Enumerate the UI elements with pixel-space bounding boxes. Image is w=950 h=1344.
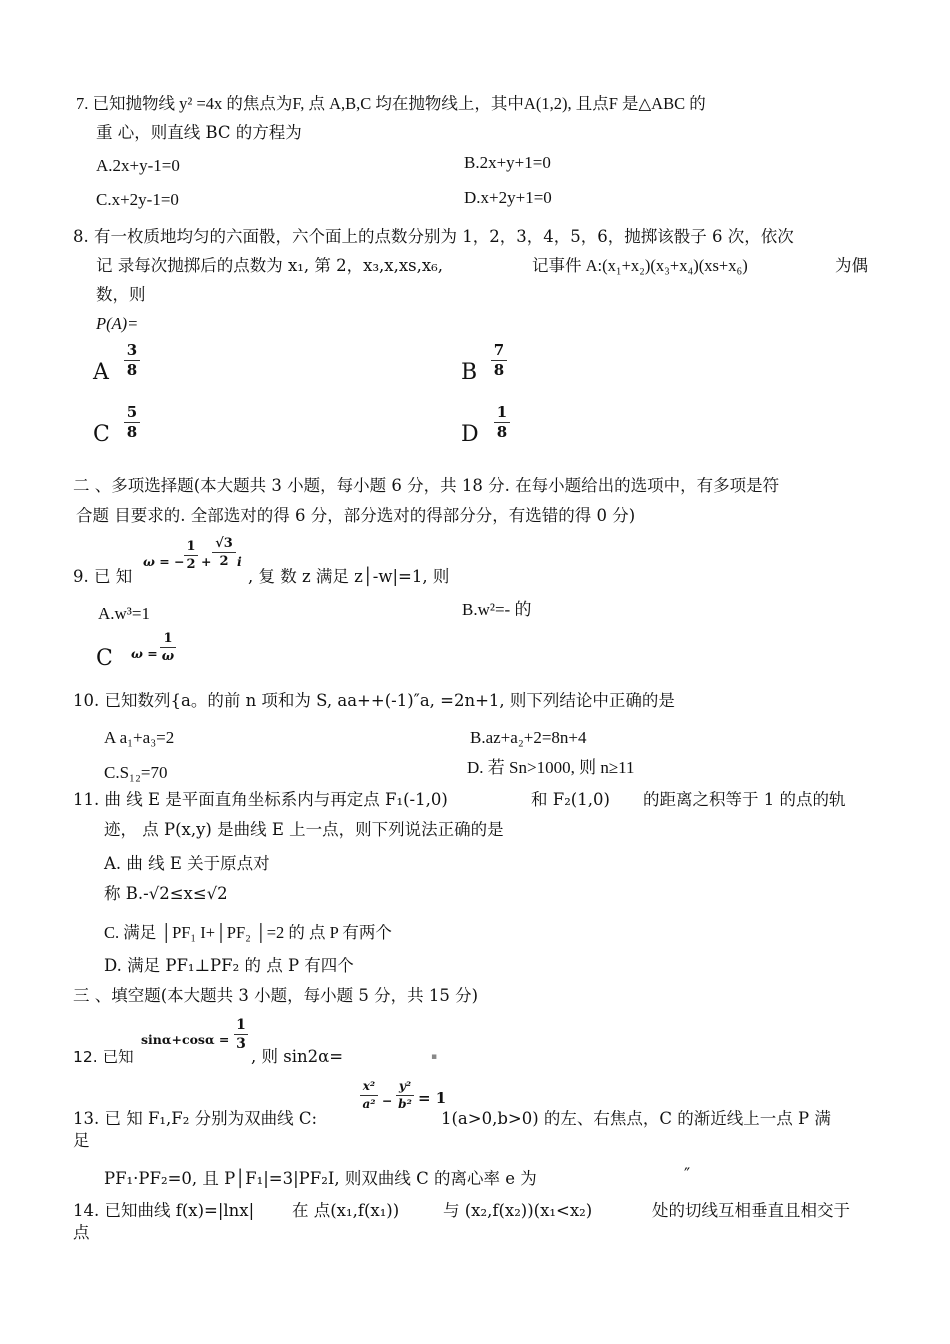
q8-stem-line2b: 记事件 A:(x₁+x₂)(x₃+x₄)(xs+x₆) [532,256,748,275]
q12-answer-blank-mark: ▪ [431,1052,438,1062]
q13-fraction-x [360,1080,378,1111]
q10-option-a: A a₁+a₃=2 [104,728,175,747]
q10-stem: 10. 已知数列{a。的前 n 项和为 S, aa++(-1)″a, =2n+1, 则下列结论中正确的是 [73,691,675,710]
q9-option-c-numerator: 1 [163,631,173,646]
q9-option-c-letter: C [96,646,113,671]
q8-stem-line2a: 记 录每次抛掷后的点数为 x₁, 第 2，x₃,x,xs,x₆, [96,256,444,275]
q10-option-b: B.az+a₂+2=8n+4 [470,728,587,747]
q9-stem-prefix: 9. 已 知 [73,567,133,586]
q11-option-b: 称 B.-√2≤x≤√2 [104,884,228,903]
q8-probability-label: P(A)= [96,314,139,333]
q8-option-c-letter: C [93,422,110,447]
q13-fraction-x-numerator: x² [362,1079,376,1093]
q9-fraction-half [184,540,198,571]
q8-option-c-denominator: 8 [126,423,138,441]
section3-heading: 三 、填空题(本大题共 3 小题，每小题 5 分，共 15 分) [73,986,479,1005]
q8-option-c-fraction [124,405,140,440]
q9-fraction-root3-numerator: √3 [215,536,233,551]
q13-fraction-y [396,1080,414,1111]
section2-heading-line2: 合题 目要求的. 全部选对的得 6 分，部分选对的得部分分，有选错的得 0 分) [76,506,636,525]
q14-stem-line1d: 处的切线互相垂直且相交于 [652,1201,850,1220]
q8-option-d-denominator: 8 [496,423,508,441]
q8-option-a-denominator: 8 [126,361,138,379]
q13-stem-suffix: 1(a>0,b>0) 的左、右焦点，C 的渐近线上一点 P 满 [441,1109,831,1128]
q7-stem-line1: 7. 已知抛物线 y² =4x 的焦点为F, 点 A,B,C 均在抛物线上，其中A(1,2), 且点F 是△ABC 的 [76,94,706,113]
q9-option-b: B.w²=- 的 [462,600,532,619]
q12-fraction-numerator: 1 [236,1017,246,1033]
q13-fraction-y-numerator: y² [398,1079,412,1093]
q9-plus-sign: + [201,554,212,569]
q9-fraction-root3-denominator: 2 [219,554,229,569]
q9-option-c-fraction [160,632,176,663]
q12-stem-suffix: , 则 sin2α= [251,1047,344,1066]
q11-option-c: C. 满足 │PF₁ I+│PF₂ │=2 的 点 P 有两个 [104,923,392,942]
q11-stem-line2: 迹， 点 P(x,y) 是曲线 E 上一点，则下列说法正确的是 [104,820,504,839]
q8-option-d-letter: D [461,422,479,447]
q7-stem-line2: 重 心，则直线 BC 的方程为 [96,123,302,142]
q8-option-a-letter: A [93,360,109,385]
q11-stem-line1c: 的距离之积等于 1 的点的轨 [643,790,846,809]
q7-option-a: A.2x+y-1=0 [96,156,180,175]
q10-option-c: C.S₁₂=70 [104,763,168,782]
q8-stem-line1: 8. 有一枚质地均匀的六面骰，六个面上的点数分别为 1，2，3，4，5，6，抛掷该骰子 6 次，依次 [73,227,794,246]
q8-option-b-letter: B [461,360,478,385]
q8-option-b-denominator: 8 [493,361,505,379]
q9-fraction-half-denominator: 2 [186,557,196,572]
q13-stem-prefix: 13. 已 知 F₁,F₂ 分别为双曲线 C: [73,1109,318,1128]
q8-option-c-numerator: 5 [126,403,138,421]
q9-option-a: A.w³=1 [98,604,150,623]
q7-option-b: B.2x+y+1=0 [464,153,551,172]
q11-option-d: D. 满足 PF₁⊥PF₂ 的 点 P 有四个 [104,956,354,975]
q8-stem-line3: 数，则 [96,285,146,304]
q13-minus-sign: − [382,1093,393,1108]
q13-equals-one: = 1 [418,1089,447,1107]
q8-option-a-numerator: 3 [126,341,138,359]
q9-fraction-root3 [212,537,236,568]
q8-option-b-numerator: 7 [493,341,505,359]
q9-omega-formula: ω = − [143,554,185,569]
q11-stem-line1b: 和 F₂(1,0) [531,790,610,809]
q13-answer-blank-mark: ″ [684,1165,691,1184]
q10-option-d: D. 若 Sn>1000, 则 n≥11 [467,758,635,777]
q8-stem-line2c: 为偶 [835,256,868,275]
q13-fraction-y-denominator: b² [398,1097,412,1111]
q14-stem-line1a: 14. 已知曲线 f(x)=|lnx| [73,1201,255,1220]
q13-stem-line1-end: 足 [73,1131,90,1150]
q9-stem-suffix: , 复 数 z 满足 z│-w|=1, 则 [248,567,450,586]
q8-option-b-fraction [491,343,507,378]
section2-heading-line1: 二 、多项选择题(本大题共 3 小题，每小题 6 分，共 18 分. 在每小题给出的选项中，有多项是符 [73,476,780,495]
q12-stem-prefix: 12. 已知 [73,1048,134,1066]
q9-option-c-formula: ω = [131,646,158,661]
q9-fraction-half-numerator: 1 [186,539,196,554]
q9-imaginary-unit: i [237,554,242,569]
q13-fraction-x-denominator: a² [362,1097,376,1111]
q14-stem-line1b: 在 点(x₁,f(x₁)) [292,1201,400,1220]
q7-option-c: C.x+2y-1=0 [96,190,179,209]
q13-stem-line2: PF₁·PF₂=0, 且 P│F₁|=3|PF₂I, 则双曲线 C 的离心率 e 为 [104,1169,537,1188]
q12-formula: sinα+cosα = [141,1032,230,1047]
q12-fraction [234,1018,248,1051]
q8-option-a-fraction [124,343,140,378]
q8-option-d-numerator: 1 [496,403,508,421]
q14-stem-line1c: 与 (x₂,f(x₂))(x₁<x₂) [443,1201,593,1220]
q11-option-a: A. 曲 线 E 关于原点对 [104,854,270,873]
q12-fraction-denominator: 3 [236,1036,246,1052]
q9-option-c-denominator: ω [161,649,175,664]
q8-option-d-fraction [494,405,510,440]
q7-option-d: D.x+2y+1=0 [464,188,552,207]
q11-stem-line1a: 11. 曲 线 E 是平面直角坐标系内与再定点 F₁(-1,0) [73,790,448,809]
q14-stem-line2: 点 [73,1223,90,1242]
